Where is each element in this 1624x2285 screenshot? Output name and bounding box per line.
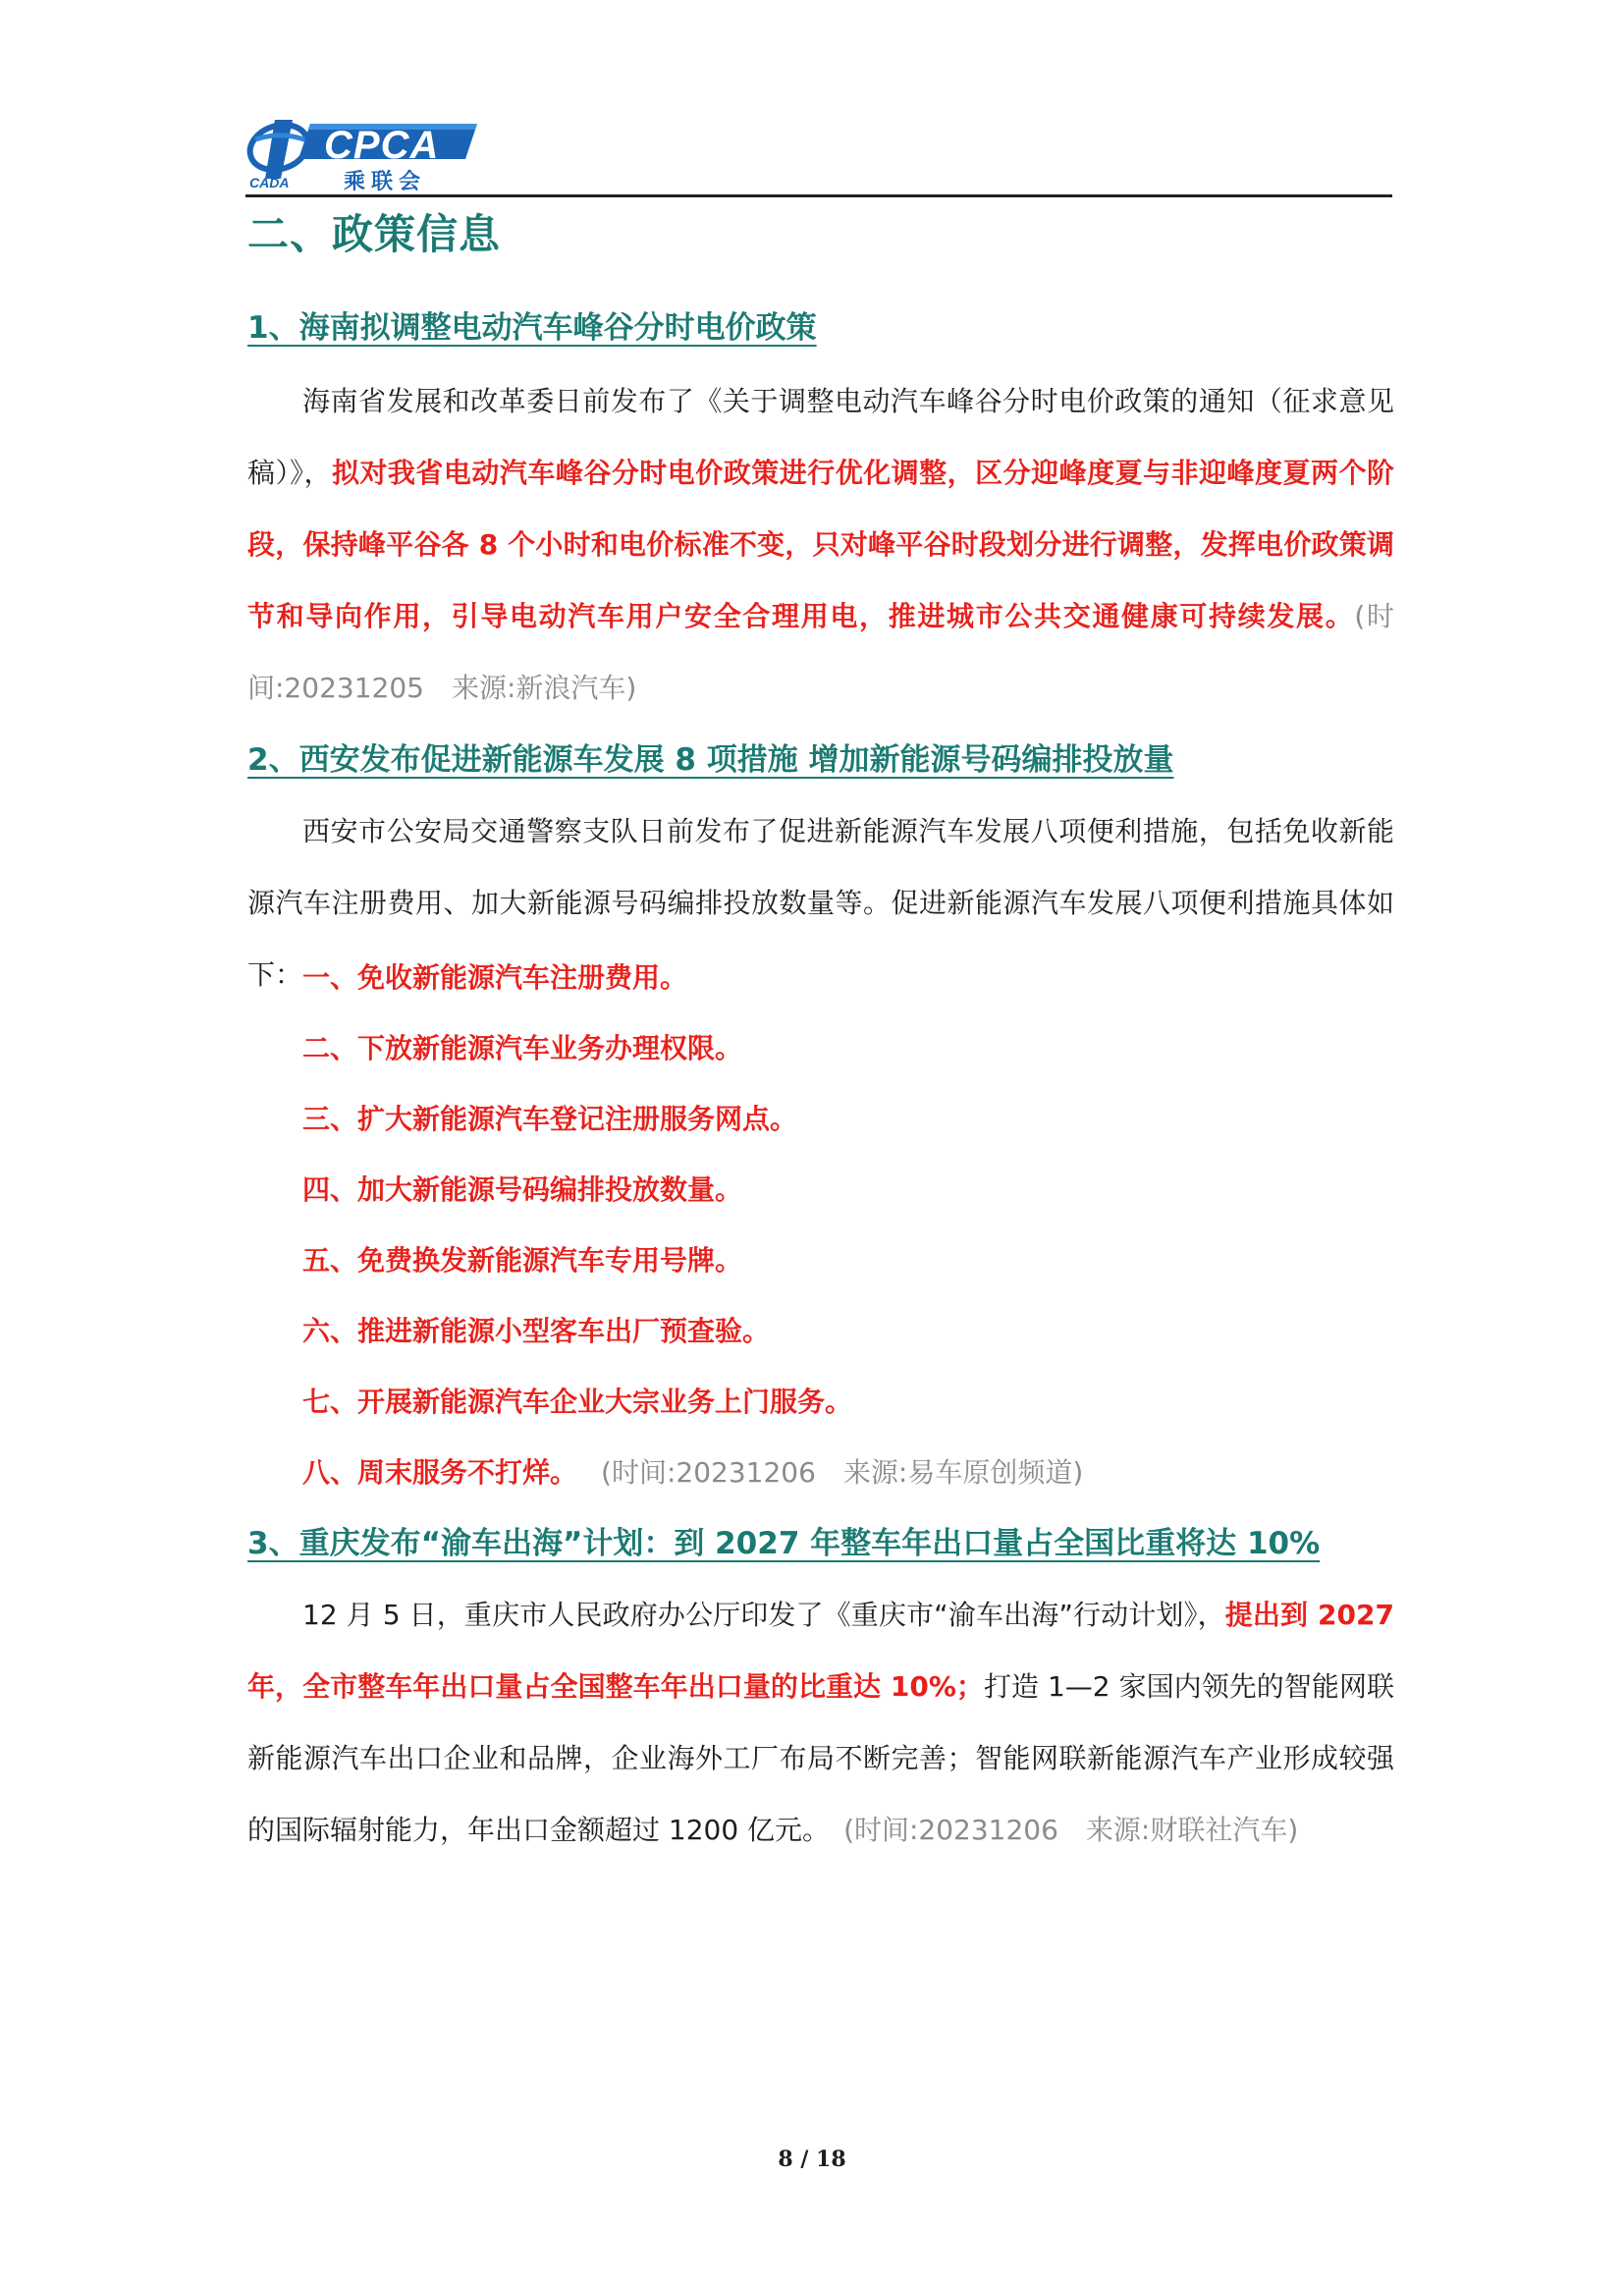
news-body-1-highlight: 拟对我省电动汽车峰谷分时电价政策进行优化调整，区分迎峰度夏与非迎峰度夏两个阶段，保持峰平谷各 8 个小时和电价标准不变，只对峰平谷时段划分进行调整，发挥电价政策调节和导向作用，引导电动汽车用户安全合理用电，推进城市公共交通健康可持续发展。 <box>247 457 1394 632</box>
measure-item: 三、扩大新能源汽车登记注册服务网点。 <box>302 1103 798 1135</box>
measure-item: 一、免收新能源汽车注册费用。 <box>302 961 688 994</box>
logo-text: CPCA <box>324 124 440 167</box>
news-body-3 <box>247 1579 1394 1866</box>
news-body-1-lead: 海南省发展和改革委日前发布了《关于调整电动汽车峰谷分时电价政策的通知（征求意见稿）》， <box>247 385 1394 489</box>
news-body-3-tail: 打造 1—2 家国内领先的智能网联新能源汽车出口企业和品牌，企业海外工厂布局不断完善；智能网联新能源汽车产业形成较强的国际辐射能力，年出口金额超过 1200 亿元。 <box>247 1670 1394 1846</box>
news-title-1: 1、海南拟调整电动汽车峰谷分时电价政策 <box>247 310 817 346</box>
measure-item: 二、下放新能源汽车业务办理权限。 <box>302 1032 743 1064</box>
cpca-logo <box>245 110 481 194</box>
measure-item: 五、免费换发新能源汽车专用号牌。 <box>302 1244 743 1277</box>
news-body-3-highlight: 提出到 2027 年，全市整车年出口量占全国整车年出口量的比重达 10%； <box>247 1599 1394 1703</box>
news-body-1 <box>247 365 1394 724</box>
logo-mark-text: CADA <box>249 175 290 190</box>
measure-item: 六、推进新能源小型客车出厂预查验。 <box>302 1315 771 1347</box>
logo-subtext: 乘联会 <box>344 170 427 194</box>
measure-item: 八、周末服务不打烊。 (时间:20231206 来源:易车原创频道) <box>302 1456 1084 1489</box>
news-title-3: 3、重庆发布“渝车出海”计划：到 2027 年整车年出口量占全国比重将达 10% <box>247 1526 1321 1561</box>
news-body-2-lead: 西安市公安局交通警察支队日前发布了促进新能源汽车发展八项便利措施，包括免收新能源汽车注册费用、加大新能源号码编排投放数量等。促进新能源汽车发展八项便利措施具体如下： <box>247 815 1394 991</box>
page-header <box>245 110 1392 198</box>
news-body-3-lead: 12 月 5 日，重庆市人民政府办公厅印发了《重庆市“渝车出海”行动计划》， <box>302 1599 1225 1631</box>
news-body-3-meta: (时间:20231206 来源:财联社汽车) <box>843 1814 1299 1846</box>
measure-item: 四、加大新能源号码编排投放数量。 <box>302 1173 743 1206</box>
header-divider <box>245 194 1392 197</box>
measure-item: 七、开展新能源汽车企业大宗业务上门服务。 <box>302 1386 853 1418</box>
news-title-2: 2、西安发布促进新能源车发展 8 项措施 增加新能源号码编排投放量 <box>247 742 1174 778</box>
page-number: 8 / 18 <box>778 2147 846 2172</box>
measure-list <box>302 943 1083 1508</box>
news-body-1-meta: (时间:20231205 来源:新浪汽车) <box>247 600 1394 704</box>
section-title: 二、政策信息 <box>247 210 502 258</box>
news-body-2-meta: (时间:20231206 来源:易车原创频道) <box>601 1456 1084 1489</box>
